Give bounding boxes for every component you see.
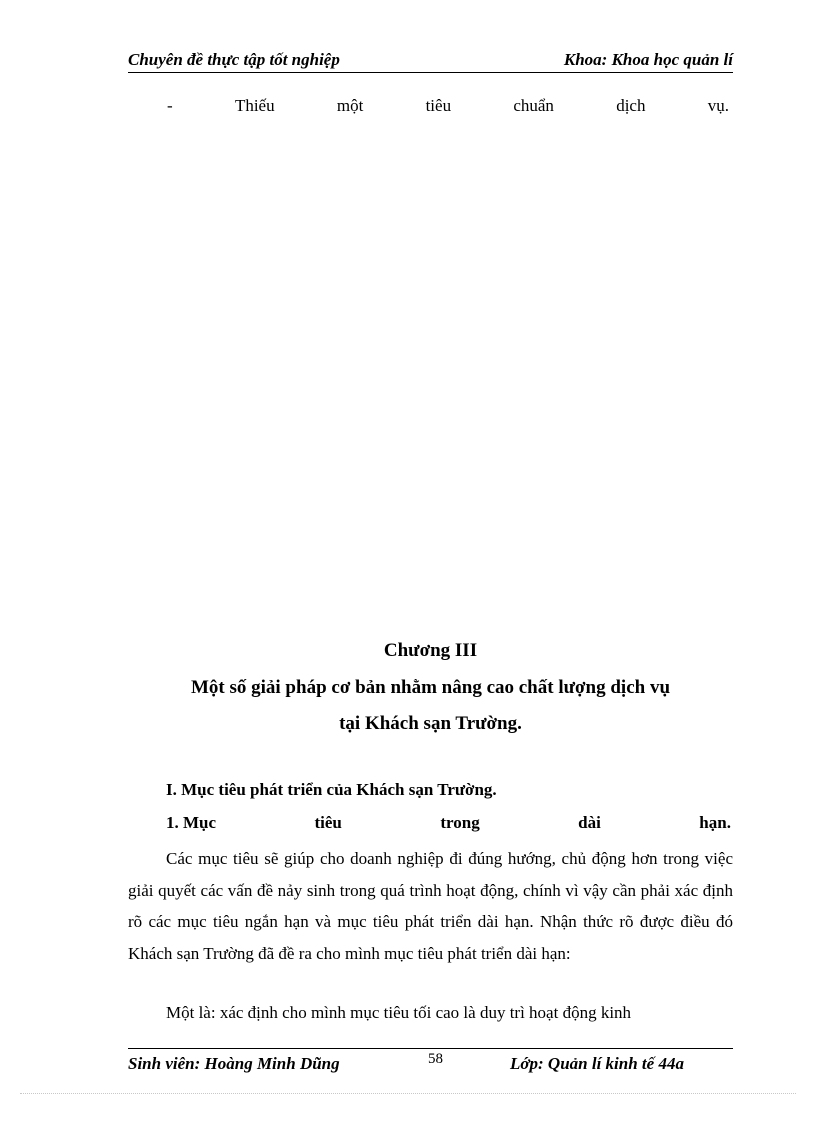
page-footer — [128, 1048, 733, 1077]
bullet-word: chuẩn — [513, 96, 554, 115]
body-paragraph-continued: Một là: xác định cho mình mục tiêu tối cao là duy trì hoạt động kinh — [166, 1003, 632, 1022]
sub-heading-word: trong — [440, 813, 480, 832]
footer-student: Sinh viên: Hoàng Minh Dũng — [128, 1054, 340, 1073]
sub-heading-word: tiêu — [314, 813, 342, 832]
header-department: Khoa: Khoa học quản lí — [563, 50, 733, 69]
page-number: 58 — [428, 1051, 443, 1067]
page-edge-divider — [20, 1093, 796, 1094]
bullet-word: dịch — [616, 96, 646, 115]
sub-heading-word: dài — [578, 813, 601, 832]
bullet-item — [167, 96, 729, 116]
bullet-dash: - — [167, 96, 173, 115]
header-title: Chuyên đề thực tập tốt nghiệp — [128, 50, 340, 69]
sub-heading-word: hạn. — [699, 813, 731, 832]
chapter-title-line1: Một số giải pháp cơ bản nhằm nâng cao chất lượng dịch vụ — [190, 677, 671, 698]
page-header — [128, 50, 733, 73]
sub-heading-word: 1. Mục — [166, 813, 217, 832]
footer-class: Lớp: Quản lí kinh tế 44a — [510, 1054, 684, 1073]
bullet-word: Thiếu — [234, 96, 275, 115]
sub-heading — [166, 813, 731, 833]
chapter-title-line2: tại Khách sạn Trường. — [339, 713, 522, 734]
section-heading: I. Mục tiêu phát triển của Khách sạn Trường. — [166, 780, 497, 799]
body-paragraph: Các mục tiêu sẽ giúp cho doanh nghiệp đi đúng hướng, chủ động hơn trong việc giải quyết các vấn đề nảy sinh trong quá trình hoạt động, chính vì vậy cần phải xác định rõ các mục tiêu ngắn hạn và mục tiêu phát triển dài hạn. Nhận thức rõ được điều đó Khách sạn Trường đã đề ra cho mình mục tiêu phát triển dài hạn: — [128, 849, 733, 963]
bullet-word: một — [336, 96, 364, 115]
bullet-word: vụ. — [707, 96, 729, 115]
bullet-word: tiêu — [425, 96, 452, 115]
chapter-label: Chương III — [383, 640, 478, 661]
